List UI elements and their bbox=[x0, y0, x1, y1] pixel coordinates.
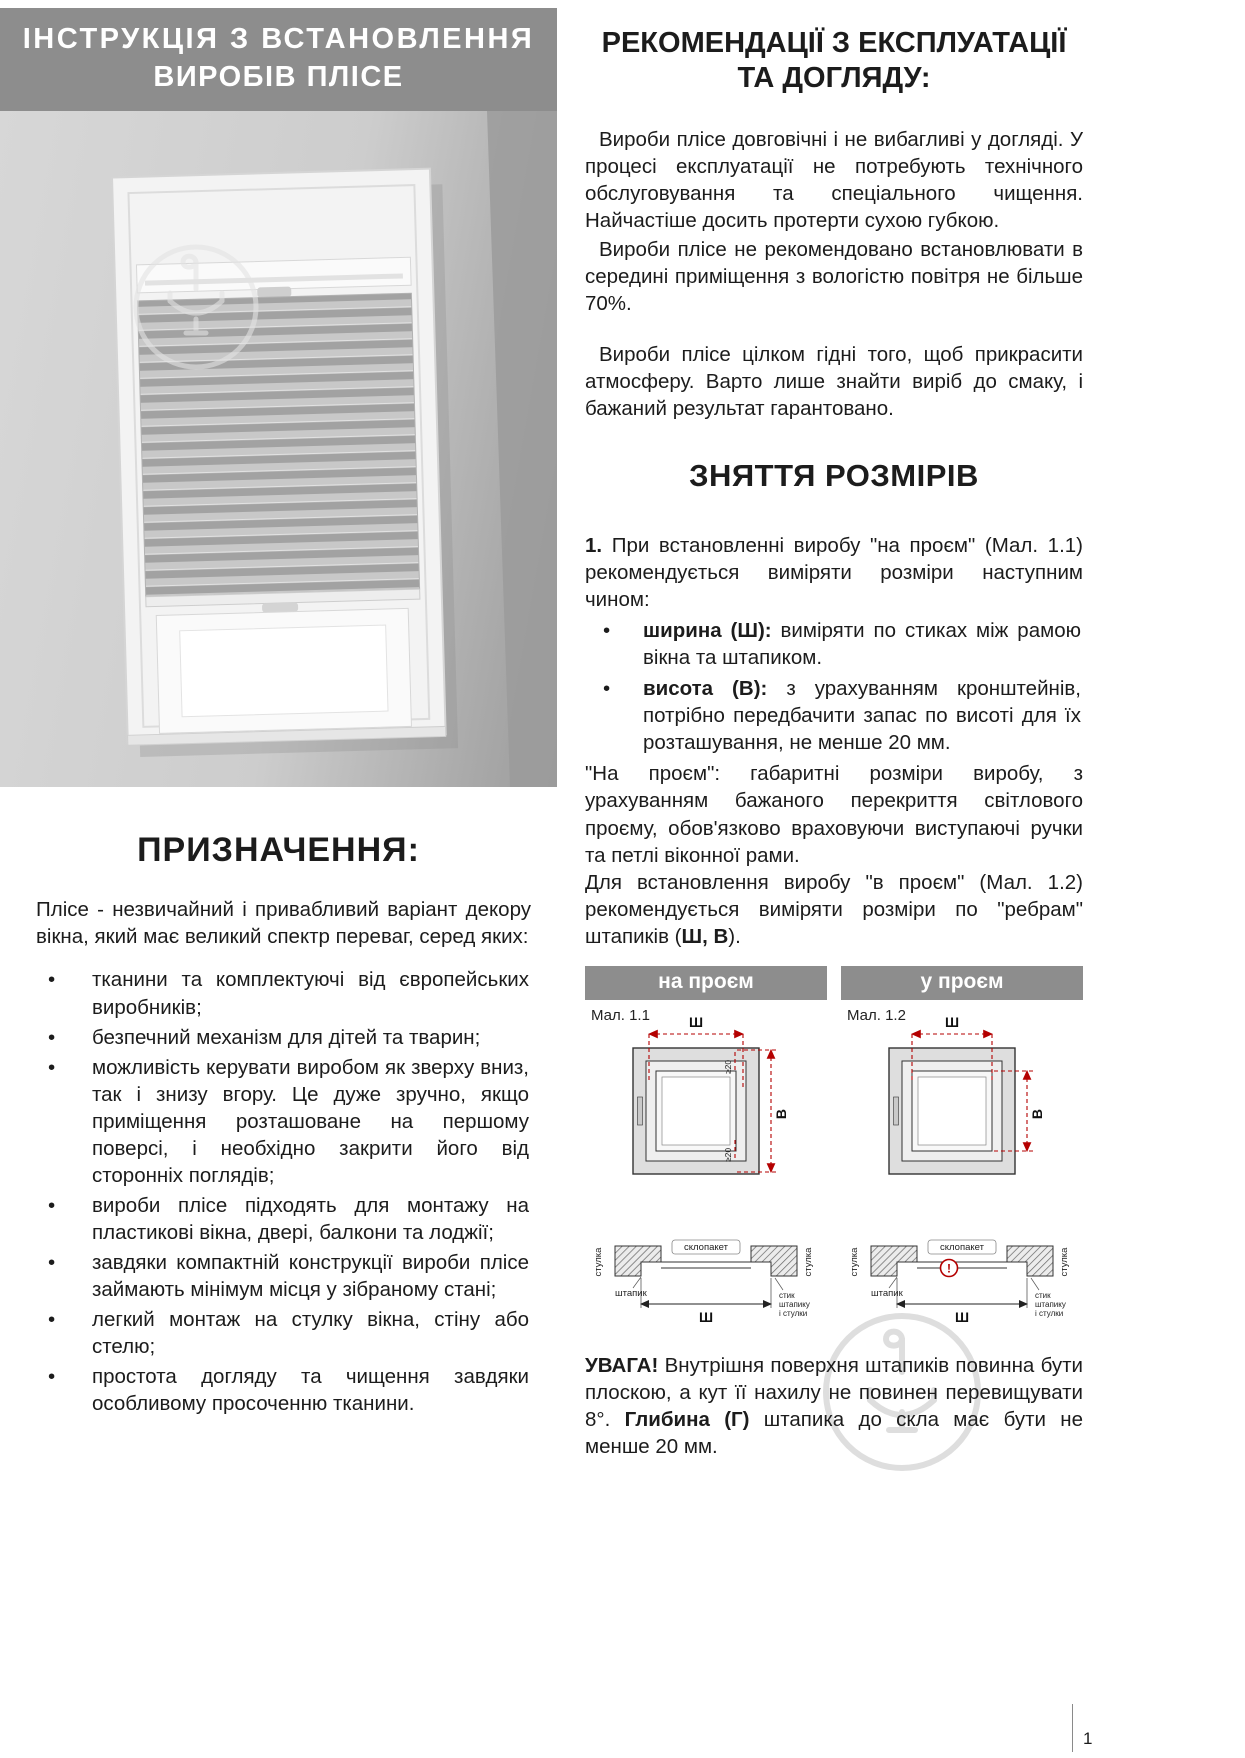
measure-step-text: При встановленні виробу "на проєм" (Мал. 1.1) рекомендується виміряти розміри наступним чином: bbox=[585, 534, 1083, 612]
blind-bottom-handle bbox=[262, 603, 298, 613]
cross-section bbox=[849, 1240, 1070, 1325]
purpose-list bbox=[0, 966, 529, 1417]
cross-section bbox=[593, 1240, 814, 1325]
purpose-item: • простота догляду та чищення завдяки особливому просоченню тканини. bbox=[92, 1363, 529, 1417]
sash-label-left: стулка bbox=[849, 1247, 860, 1277]
measure-title: ЗНЯТТЯ РОЗМІРІВ bbox=[689, 458, 979, 494]
right-column bbox=[585, 0, 1083, 1460]
measure-item bbox=[643, 675, 1081, 756]
care-title-line2: ТА ДОГЛЯДУ: bbox=[737, 61, 931, 94]
bead-label: штапик bbox=[871, 1287, 903, 1299]
care-paragraph-1: Вироби плісе довговічні і не вибагливі у догляді. У процесі експлуатації не потребують технічного обслуговування та спеціального чищення. Найчастіше досить протерти сухою губкою. bbox=[585, 127, 1083, 232]
footer-rule bbox=[1072, 1704, 1073, 1752]
sash-profile-right bbox=[1007, 1246, 1053, 1276]
figure-1 bbox=[585, 966, 827, 1332]
purpose-intro: Плісе - незвичайний і привабливий варіант декору вікна, який має великий спектр переваг, серед яких: bbox=[36, 898, 531, 949]
sash-label-right: стулка bbox=[1059, 1247, 1070, 1277]
cross-width-label: Ш bbox=[954, 1308, 970, 1325]
joint-label: стик bbox=[779, 1290, 795, 1300]
window-front-view bbox=[633, 1048, 759, 1174]
joint-label: штапику bbox=[779, 1299, 810, 1309]
purpose-title: ПРИЗНАЧЕННЯ: bbox=[137, 831, 420, 870]
care-paragraph-3: Вироби плісе цілком гідні того, щоб прикрасити атмосферу. Варто лише знайти виріб до смаку, і бажаний результат гарантовано. bbox=[585, 342, 1083, 421]
measure-item bbox=[643, 617, 1081, 671]
figure-1-caption: Мал. 1.1 bbox=[591, 1006, 650, 1024]
measure-step-number: 1. bbox=[585, 534, 603, 558]
cross-width-label: Ш bbox=[698, 1308, 714, 1325]
measure-item-text: виміряти по стиках між рамою вікна та штапиком. bbox=[643, 619, 1081, 670]
measure-v-text: Для встановлення виробу "в проєм" (Мал. 1.2) рекомендується виміряти розміри по "ребрам" штапиків ( bbox=[585, 870, 1083, 948]
measure-step bbox=[585, 532, 1083, 613]
window-handle bbox=[894, 1097, 899, 1125]
figure-2-diagram bbox=[841, 1000, 1083, 1332]
measure-list bbox=[585, 617, 1083, 756]
bead-label: штапик bbox=[615, 1287, 647, 1299]
measure-item-term: ширина (Ш): bbox=[643, 619, 772, 643]
height-dimension-label: В bbox=[1029, 1108, 1045, 1119]
sash-profile-left bbox=[871, 1246, 917, 1276]
min-gap-label: ≥20 bbox=[723, 1059, 733, 1074]
care-title bbox=[585, 26, 1083, 96]
sash-label-left: стулка bbox=[593, 1247, 604, 1277]
joint-label: стик bbox=[1035, 1290, 1051, 1300]
measure-v-tail: ). bbox=[728, 924, 741, 948]
window-photo-area bbox=[0, 111, 557, 787]
joint-label: і стулки bbox=[779, 1308, 808, 1318]
figure-2 bbox=[841, 966, 1083, 1332]
glass-pane bbox=[180, 625, 388, 717]
pleated-blind bbox=[137, 294, 419, 598]
measure-v-bold: Ш, В bbox=[681, 924, 729, 948]
width-dimension-label: Ш bbox=[688, 1013, 704, 1030]
figure-1-body bbox=[585, 1000, 827, 1332]
figure-2-header: у проєм bbox=[841, 966, 1083, 1000]
attention-text-1: Внутрішня поверхня штапиків повинна бути плоскою, а кут її нахилу не повинен перевищувати 8°. bbox=[585, 1353, 1083, 1431]
care-title-line1: РЕКОМЕНДАЦІЇ З ЕКСПЛУАТАЦІЇ bbox=[601, 27, 1067, 59]
joint-label: і стулки bbox=[1035, 1308, 1064, 1318]
sash-label-right: стулка bbox=[803, 1247, 814, 1277]
page-footer bbox=[1072, 1704, 1092, 1752]
purpose-item: • завдяки компактній конструкції вироби плісе займають мінімум місця у зібраному стані; bbox=[92, 1249, 529, 1303]
measure-v-proem-paragraph bbox=[585, 869, 1083, 950]
measure-na-proem-paragraph: "На проєм": габаритні розміри виробу, з урахуванням бажаного перекриття світлового проєму, обов'язково враховуючи виступаючі ручки та петлі віконної рами. bbox=[585, 762, 1083, 867]
window-front-view bbox=[889, 1048, 1015, 1174]
left-header-banner bbox=[0, 8, 557, 111]
care-paragraph-2: Вироби плісе не рекомендовано встановлювати в середині приміщення з вологістю повітря не більше 70%. bbox=[585, 237, 1083, 315]
joint-label: штапику bbox=[1035, 1299, 1066, 1309]
window-handle bbox=[638, 1097, 643, 1125]
wall-shadow bbox=[487, 111, 557, 787]
figure-1-header: на проєм bbox=[585, 966, 827, 1000]
figure-1-diagram bbox=[585, 1000, 827, 1332]
purpose-item: • вироби плісе підходять для монтажу на пластикові вікна, двері, балкони та лоджії; bbox=[92, 1192, 529, 1246]
purpose-item: • можливість керувати виробом як зверху вниз, так і знизу вгору. Це дуже зручно, якщо приміщення розташоване на першому поверсі, і необхідно закрити його від сторонніх поглядів; bbox=[92, 1054, 529, 1189]
figure-2-body bbox=[841, 1000, 1083, 1332]
page-number: 1 bbox=[1083, 1729, 1093, 1748]
glazing-label: склопакет bbox=[940, 1241, 984, 1253]
measure-item-term: висота (В): bbox=[643, 677, 768, 701]
purpose-item: • тканини та комплектуючі від європейських виробників; bbox=[92, 966, 529, 1020]
left-column bbox=[0, 0, 557, 1420]
left-header-line1: ІНСТРУКЦІЯ З ВСТАНОВЛЕННЯ bbox=[22, 23, 535, 55]
left-header-line2: ВИРОБІВ ПЛІСЕ bbox=[153, 60, 404, 93]
attention-bold-term: Глибина (Г) bbox=[624, 1407, 750, 1431]
figures-row bbox=[585, 966, 1083, 1332]
blind-top-handle bbox=[257, 287, 291, 298]
measure-item-text: з урахуванням кронштейнів, потрібно передбачити запас по висоті для їх розташування, не менше 20 мм. bbox=[643, 677, 1081, 755]
attention-note bbox=[585, 1352, 1083, 1460]
warning-glyph: ! bbox=[947, 1261, 951, 1276]
width-dimension-label: Ш bbox=[944, 1013, 960, 1030]
height-dimension-label: В bbox=[773, 1108, 789, 1119]
purpose-item: • безпечний механізм для дітей та тварин; bbox=[92, 1024, 529, 1051]
min-gap-label: ≥20 bbox=[723, 1147, 733, 1162]
figure-2-caption: Мал. 1.2 bbox=[847, 1006, 906, 1024]
attention-text-2: штапика до скла має бути не менше 20 мм. bbox=[585, 1407, 1083, 1458]
purpose-item: • легкий монтаж на стулку вікна, стіну або стелю; bbox=[92, 1306, 529, 1360]
sash-profile-left bbox=[615, 1246, 661, 1276]
attention-label: УВАГА! bbox=[585, 1353, 659, 1377]
sash-profile-right bbox=[751, 1246, 797, 1276]
window-illustration bbox=[0, 111, 557, 787]
glazing-label: склопакет bbox=[684, 1241, 728, 1253]
